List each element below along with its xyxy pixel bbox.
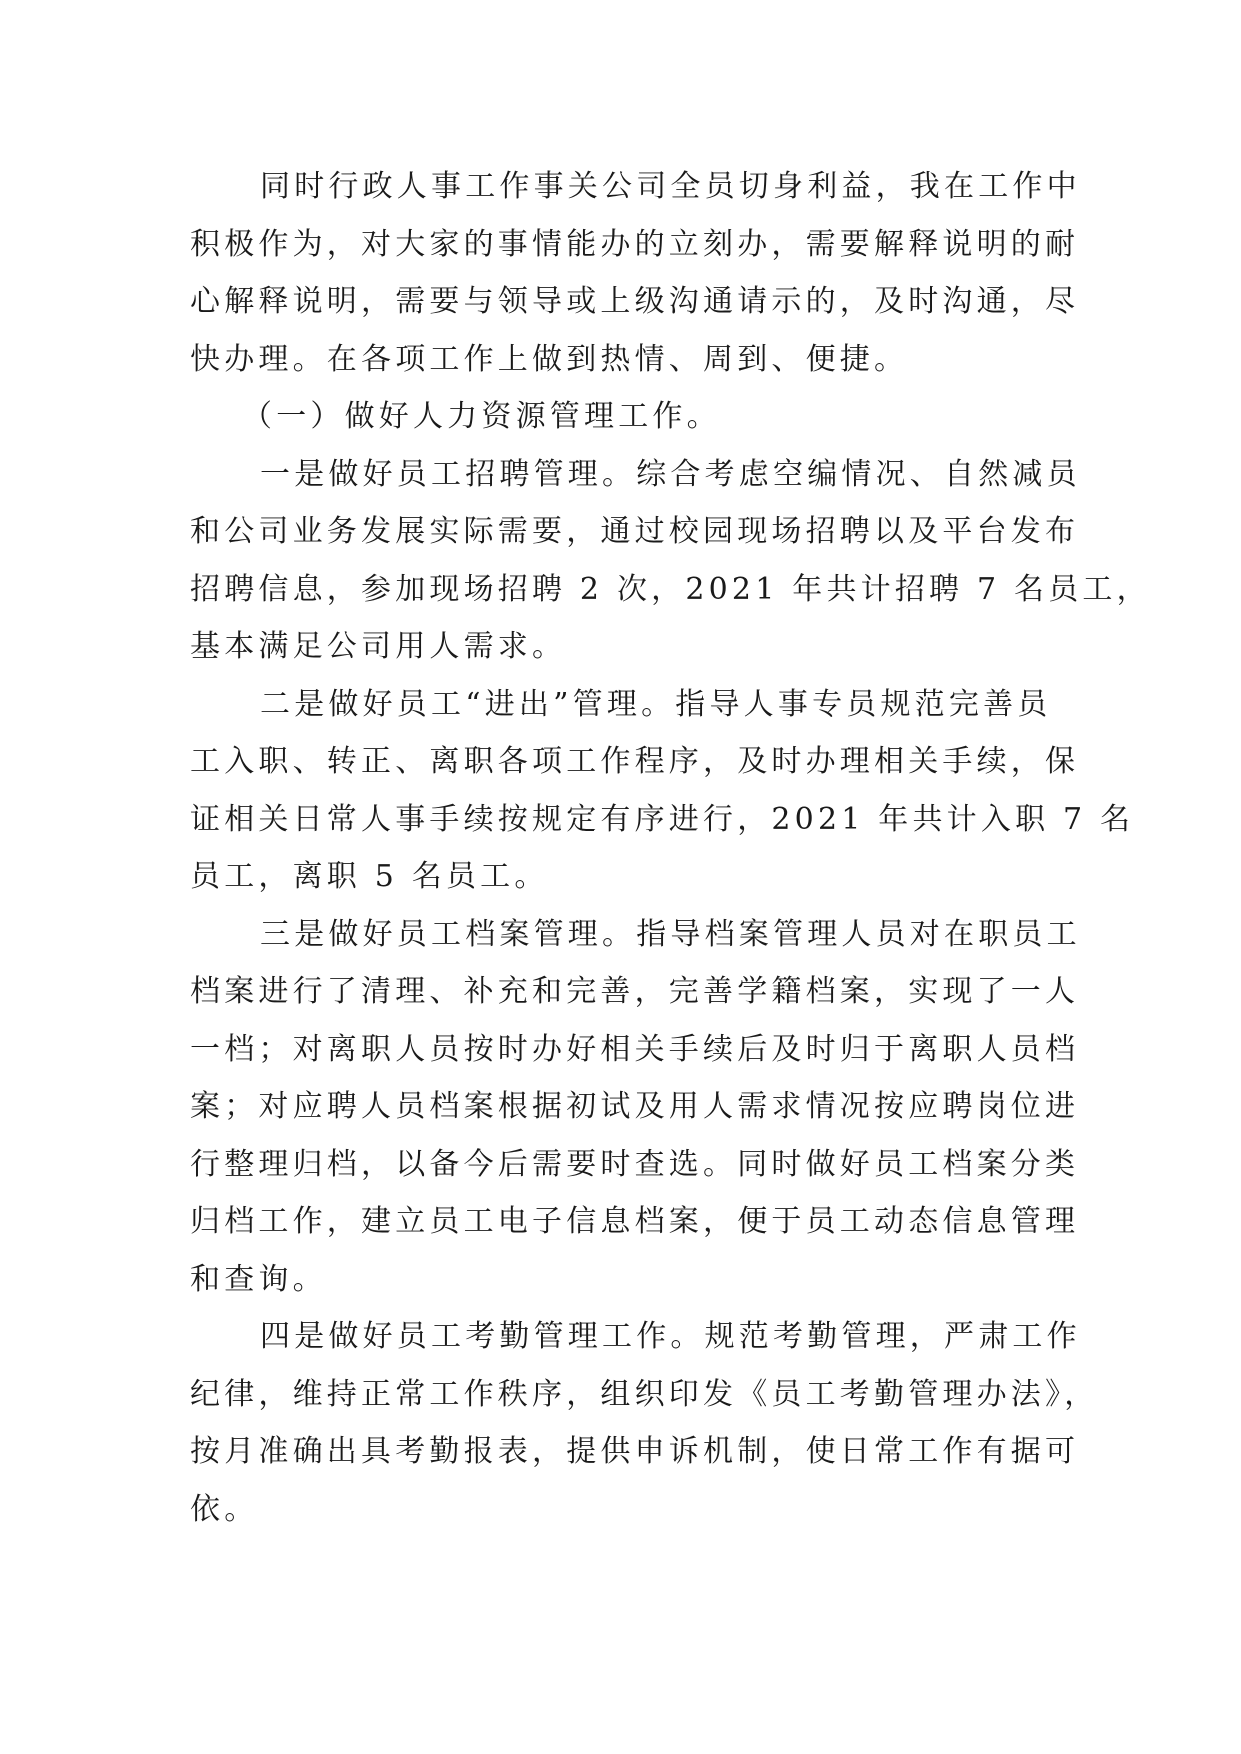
paragraph-attendance-line-3: 按月准确出具考勤报表，提供申诉机制，使日常工作有据可 [190,1434,1080,1469]
paragraph-archives-line-6: 归档工作，建立员工电子信息档案，便于员工动态信息管理 [190,1204,1080,1239]
paragraph-archives-line-2: 档案进行了清理、补充和完善，完善学籍档案，实现了一人 [190,974,1080,1009]
paragraph-onboarding-line-3: 证相关日常人事手续按规定有序进行，2021 年共计入职 7 名 [190,801,1135,837]
section-heading-hr-management: （一）做好人力资源管理工作。 [242,399,721,434]
paragraph-attendance-line-2: 纪律，维持正常工作秩序，组织印发《员工考勤管理办法》， [190,1376,1099,1412]
paragraph-onboarding-line-4: 员工，离职 5 名员工。 [190,859,549,894]
paragraph-recruitment-line-3: 招聘信息，参加现场招聘 2 次，2021 年共计招聘 7 名员工， [190,571,1151,607]
paragraph-onboarding-line-2: 工入职、转正、离职各项工作程序，及时办理相关手续，保 [190,744,1080,779]
paragraph-archives-line-4: 案；对应聘人员档案根据初试及用人需求情况按应聘岗位进 [190,1089,1080,1124]
paragraph-admin-hr-line-3: 心解释说明，需要与领导或上级沟通请示的，及时沟通，尽 [190,284,1080,319]
paragraph-archives-line-1: 三是做好员工档案管理。指导档案管理人员对在职员工 [260,916,1081,952]
paragraph-admin-hr-line-1: 同时行政人事工作事关公司全员切身利益，我在工作中 [260,169,1081,204]
paragraph-archives-line-7: 和查询。 [190,1261,327,1297]
paragraph-admin-hr-line-2: 积极作为，对大家的事情能办的立刻办，需要解释说明的耐 [190,226,1080,262]
paragraph-archives-line-5: 行整理归档，以备今后需要时查选。同时做好员工档案分类 [190,1146,1080,1182]
paragraph-admin-hr-line-4: 快办理。在各项工作上做到热情、周到、便捷。 [190,341,909,377]
paragraph-recruitment-line-1: 一是做好员工招聘管理。综合考虑空编情况、自然减员 [260,456,1081,492]
paragraph-recruitment-line-2: 和公司业务发展实际需要，通过校园现场招聘以及平台发布 [190,514,1080,549]
paragraph-onboarding-line-1: 二是做好员工“进出”管理。指导人事专员规范完善员 [260,686,1052,722]
paragraph-recruitment-line-4: 基本满足公司用人需求。 [190,629,567,664]
paragraph-attendance-line-4: 依。 [190,1491,259,1527]
document-body [190,158,1151,1538]
paragraph-attendance-line-1: 四是做好员工考勤管理工作。规范考勤管理，严肃工作 [260,1319,1081,1354]
paragraph-archives-line-3: 一档；对离职人员按时办好相关手续后及时归于离职人员档 [190,1031,1080,1067]
